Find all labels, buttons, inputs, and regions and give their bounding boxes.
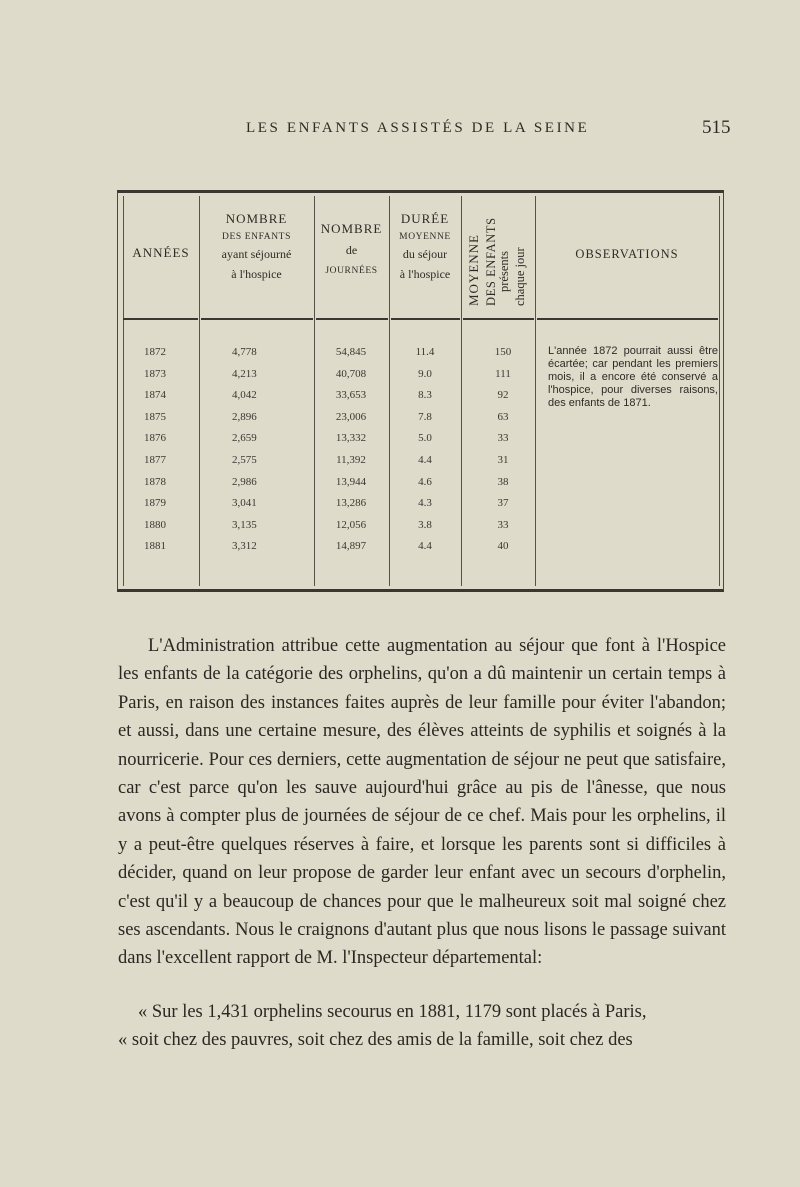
cell-year: 1874 <box>144 389 166 402</box>
cell-enfants: 2,659 <box>232 432 257 445</box>
cell-journees: 40,708 <box>335 367 367 380</box>
cell-moyenne: 37 <box>497 497 509 510</box>
cell-moyenne: 31 <box>497 454 509 466</box>
quote-line-1: « Sur les 1,431 orphelins secourus en 1881, 1179 sont placés à Paris, <box>138 1002 647 1022</box>
cell-journees: 23,006 <box>335 410 367 423</box>
table-border-right <box>719 196 720 586</box>
cell-year: 1881 <box>144 540 166 553</box>
cell-year: 1880 <box>144 518 166 531</box>
header-observations: OBSERVATIONS <box>575 247 679 261</box>
header-duree: DURÉE MOYENNE du séjour à l'hospice <box>399 211 451 281</box>
cell-journees: 54,845 <box>335 346 367 358</box>
cell-moyenne: 38 <box>497 475 509 488</box>
cell-duree: 9.0 <box>418 367 432 380</box>
cell-journees: 14,897 <box>335 540 367 553</box>
cell-year: 1878 <box>144 475 166 488</box>
cell-duree: 3.8 <box>418 518 432 531</box>
cell-duree: 4.4 <box>418 540 432 553</box>
header-rule <box>463 318 534 320</box>
cell-moyenne: 111 <box>495 367 511 380</box>
cell-duree: 4.3 <box>418 497 432 510</box>
cell-duree: 11.4 <box>415 346 435 358</box>
cell-journees: 13,332 <box>335 432 367 445</box>
observation-note: L'année 1872 pourrait aussi être écartée; car pendant les premiers mois, il a encore été conservé a l'hospice, pour diverses raisons, des enfants de 1871. <box>548 345 718 409</box>
cell-duree: 8.3 <box>418 389 432 402</box>
cell-moyenne: 63 <box>497 410 509 423</box>
header-rule <box>391 318 460 320</box>
cell-journees: 12,056 <box>335 518 367 531</box>
cell-journees: 11,392 <box>336 454 366 466</box>
cell-year: 1879 <box>144 497 166 510</box>
cell-enfants: 2,986 <box>232 475 257 488</box>
cell-year: 1876 <box>144 432 166 445</box>
cell-duree: 5.0 <box>418 432 432 445</box>
header-rule <box>123 318 198 320</box>
cell-enfants: 3,312 <box>232 540 257 553</box>
cell-enfants: 3,135 <box>232 518 257 531</box>
cell-enfants: 2,896 <box>232 410 257 423</box>
header-nombre-enfants: NOMBRE DES ENFANTS ayant séjourné à l'hospice <box>221 211 292 281</box>
header-annees: ANNÉES <box>132 245 190 260</box>
running-title: LES ENFANTS ASSISTÉS DE LA SEINE <box>246 120 590 136</box>
cell-journees: 13,286 <box>335 497 367 510</box>
cell-duree: 4.4 <box>418 454 432 466</box>
cell-moyenne: 92 <box>497 389 509 402</box>
cell-duree: 4.6 <box>418 475 432 488</box>
page-number: 515 <box>702 117 731 138</box>
cell-moyenne: 150 <box>494 346 512 358</box>
book-page: LES ENFANTS ASSISTÉS DE LA SEINE 515 ANNÉES NOMBRE DES ENFANTS ayant séjourné à l'hospice NOMBRE de JOURNÉES DURÉE MOYENNE du séjour à l'hospice MOYENNE DES ENFANTS présents chaque jour OBSERVATIONS 1872 4,778 54,845 11.4 150 1873 4,213 40,708 9.0 111 1874 4,042 33,653 8.3 92 1875 2,896 23,006 7.8 63 1876 2,659 13,332 5.0 33 1877 2,575 11,392 4.4 31 1878 2,986 13,944 4.6 38 1879 3,041 13,286 4.3 37 1880 3,135 12,056 3.8 33 1881 3,312 14,897 4.4 40 L'année 1872 pourrait aussi être écartée; car pendant les premiers mois, il a encore été conservé a l'hospice, pour diverses raisons, des enfants de 1871. L'Administration attribue cette augmentation au séjour que font à l'Hospice les enfants de la catégorie des orphelins, qu'on a dû maintenir un certain temps à Paris, en raison des instances faites auprès de leur famille pour éviter l'abandon; et aussi, dans une certaine mesure, des élèves atteints de syphilis et soignés à la nourricerie. Pour ces derniers, cette augmentation de séjour ne peut que satisfaire, car c'est parce qu'on les sauve aujourd'hui grâce au pis de l'ânesse, que nous avons à compter plus de journées de séjour de ce chef. Mais pour les orphelins, il y a peut-être quelques réserves à faire, et lorsque les parents sont si difficiles à décider, quand on leur propose de garder leur enfant avec un secours d'orphelin, c'est qu'il y a beaucoup de chances pour que le malheureux soit mal soigné chez ses ascendants. Nous le craignons d'autant plus que nous lisons le passage suivant dans l'excellent rapport de M. l'Inspecteur départemental: « Sur les 1,431 orphelins secourus en 1881, 1179 sont placés à Paris, « soit chez des pauvres, soit chez des amis de la famille, soit chez des <box>0 0 800 1187</box>
header-rule <box>537 318 718 320</box>
cell-journees: 13,944 <box>335 475 367 488</box>
cell-year: 1877 <box>144 454 166 466</box>
header-rule <box>201 318 313 320</box>
quote-line-2: « soit chez des pauvres, soit chez des amis de la famille, soit chez des <box>118 1030 633 1050</box>
body-paragraph: L'Administration attribue cette augmentation au séjour que font à l'Hospice les enfants de la catégorie des orphelins, qu'on a dû maintenir un certain temps à Paris, en raison des instances faites auprès de leur famille pour éviter l'abandon; et aussi, dans une certaine mesure, des élèves atteints de syphilis et soignés à la nourricerie. Pour ces derniers, cette augmentation de séjour ne peut que satisfaire, car c'est parce qu'on les sauve aujourd'hui grâce au pis de l'ânesse, que nous avons à compter plus de journées de séjour de ce chef. Mais pour les orphelins, il y a peut-être quelques réserves à faire, et lorsque les parents sont si difficiles à décider, quand on leur propose de garder leur enfant avec un secours d'orphelin, c'est qu'il y a beaucoup de chances pour que le malheureux soit mal soigné chez ses ascendants. Nous le craignons d'autant plus que nous lisons le passage suivant dans l'excellent rapport de M. l'Inspecteur départemental: <box>118 636 726 969</box>
cell-duree: 7.8 <box>418 410 432 423</box>
cell-enfants: 4,213 <box>232 367 257 380</box>
cell-journees: 33,653 <box>335 389 367 402</box>
cell-enfants: 4,042 <box>232 389 257 402</box>
table-divider <box>461 196 462 586</box>
cell-enfants: 2,575 <box>232 454 257 466</box>
cell-moyenne: 33 <box>497 432 509 445</box>
cell-enfants: 3,041 <box>232 497 257 510</box>
cell-enfants: 4,778 <box>232 346 257 358</box>
header-rule <box>316 318 388 320</box>
cell-year: 1873 <box>144 367 166 380</box>
cell-moyenne: 40 <box>497 540 509 553</box>
header-nombre-journees: NOMBRE de JOURNÉES <box>320 221 383 276</box>
cell-moyenne: 33 <box>497 518 509 531</box>
cell-year: 1872 <box>144 346 166 358</box>
cell-year: 1875 <box>144 410 166 423</box>
